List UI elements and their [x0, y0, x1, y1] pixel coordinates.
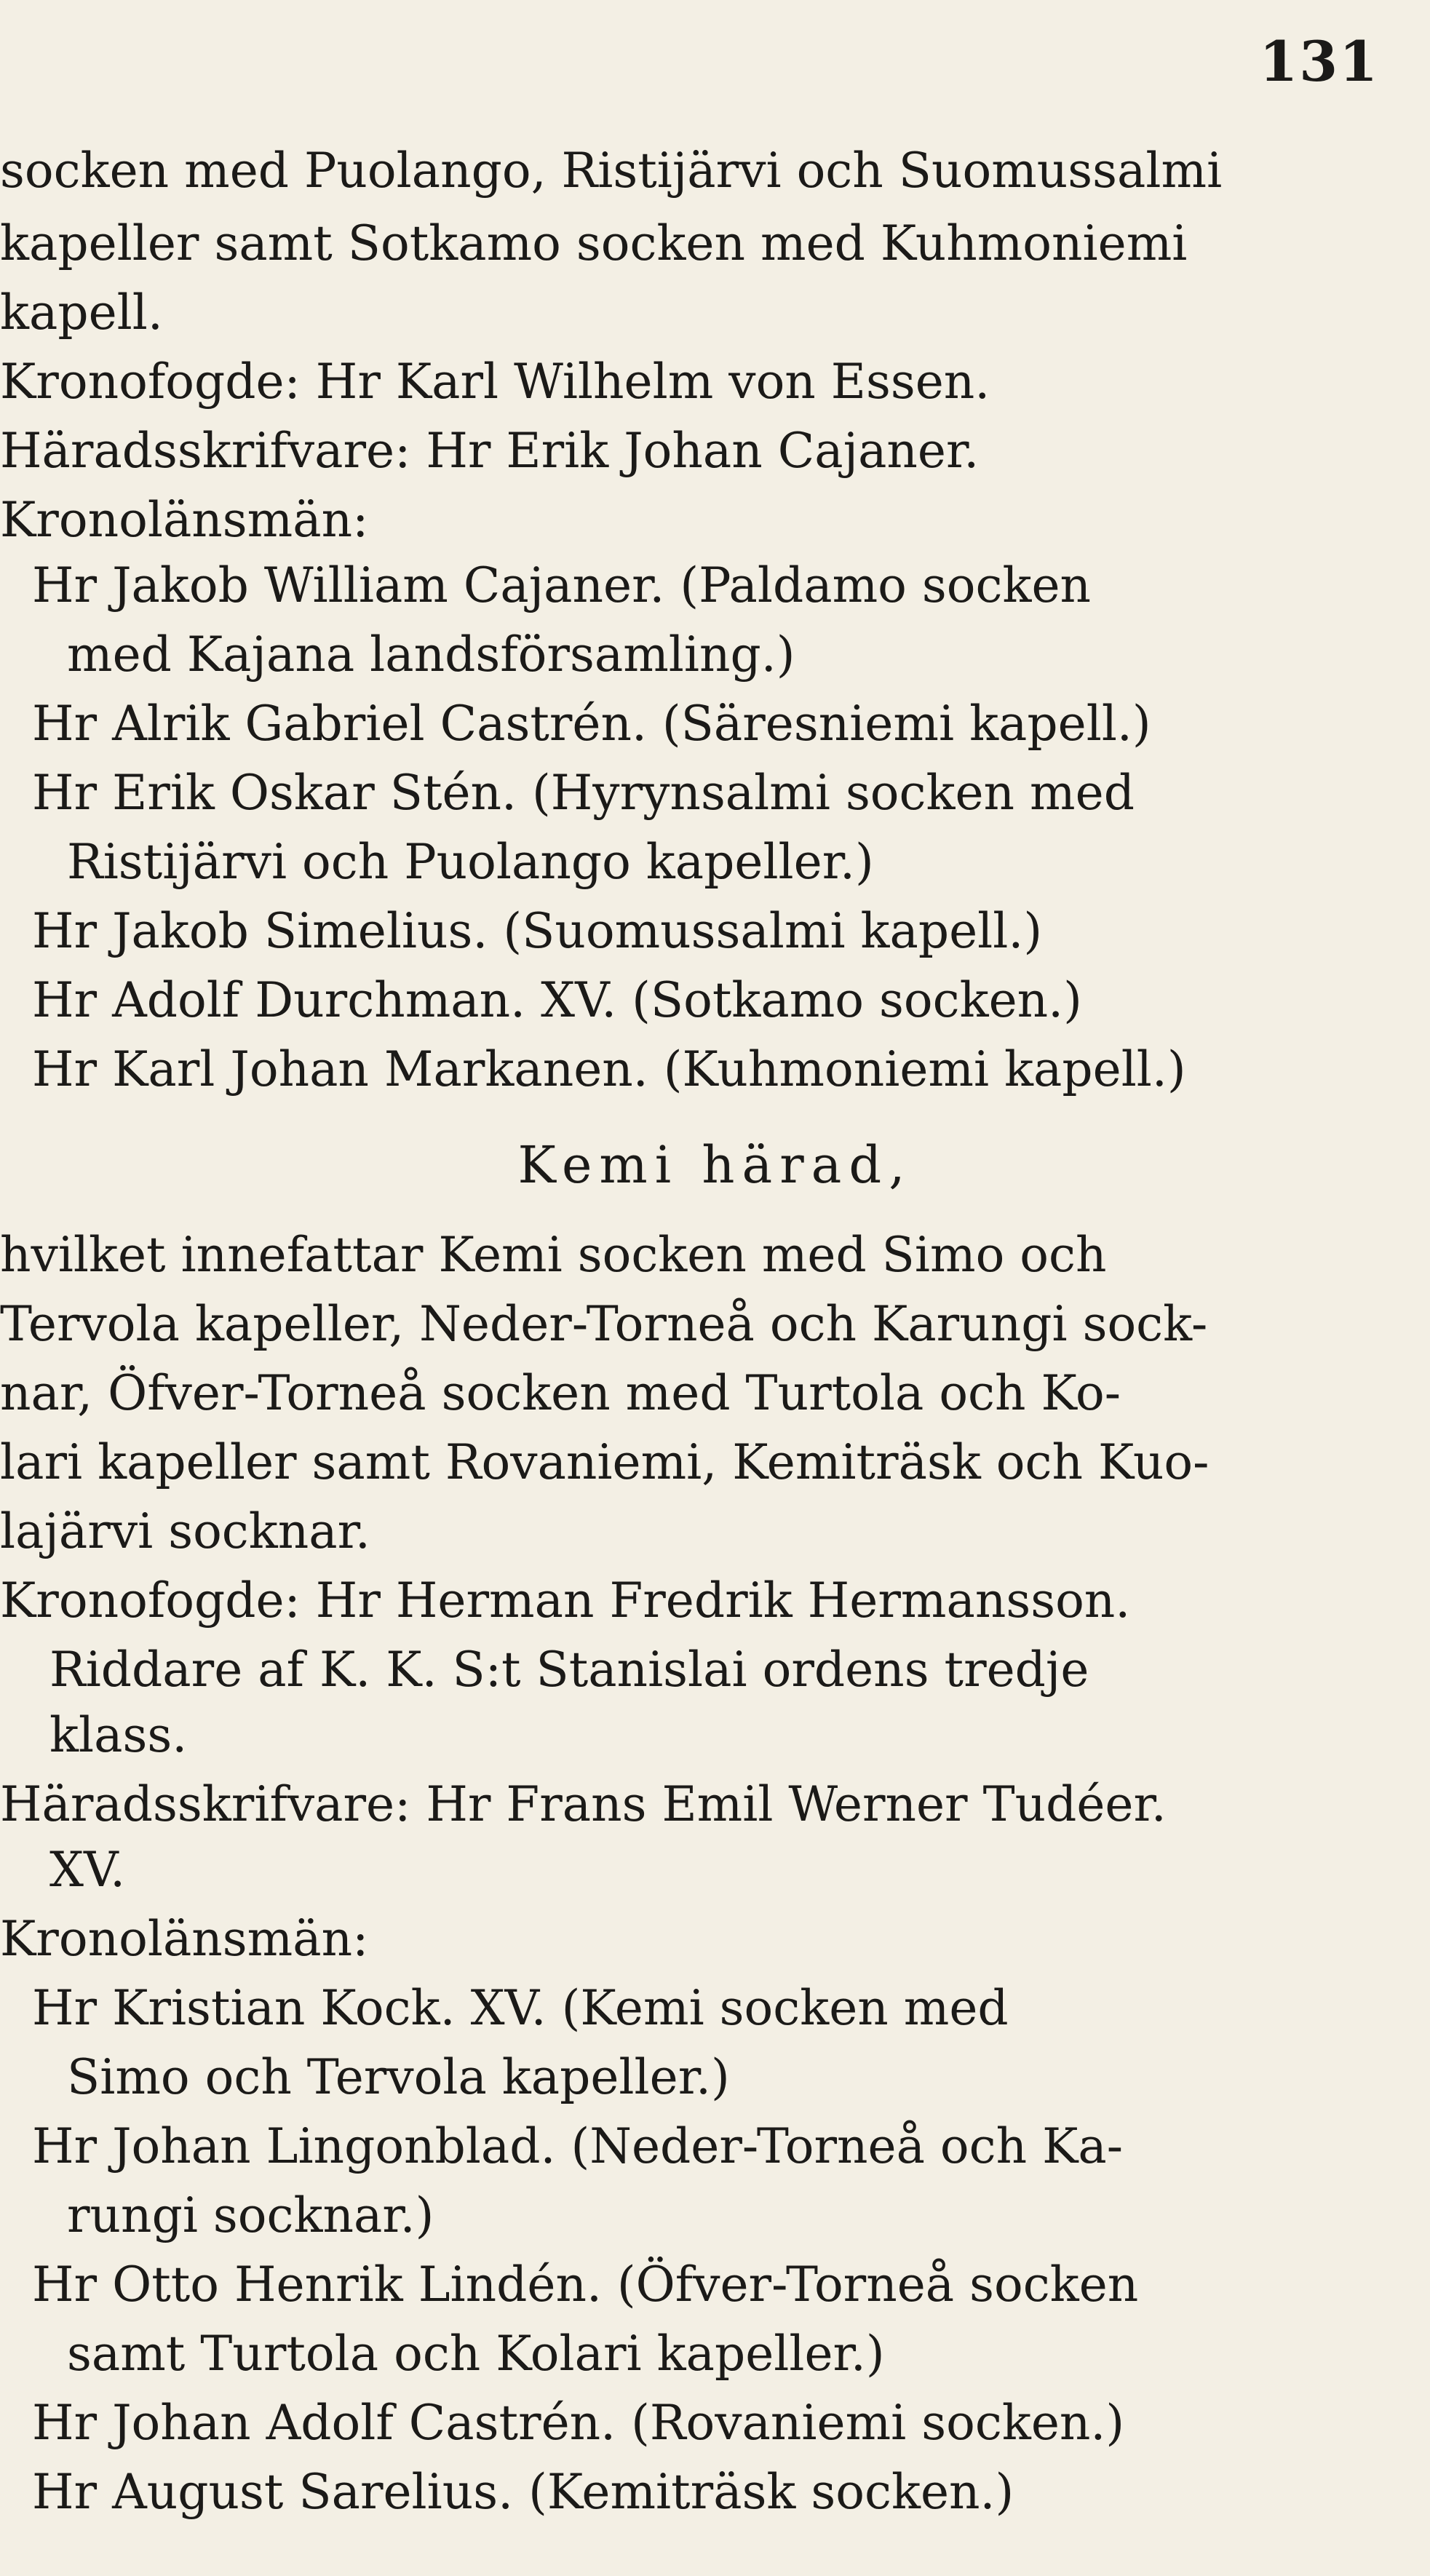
text-line: Hr Erik Oskar Stén. (Hyrynsalmi socken med — [32, 765, 1135, 821]
text-line: kapell. — [0, 285, 163, 341]
text-line: XV. — [49, 1842, 126, 1898]
text-line: Hr Karl Johan Markanen. (Kuhmoniemi kapell.) — [32, 1041, 1186, 1097]
text-line: Hr Alrik Gabriel Castrén. (Säresniemi kapell.) — [32, 696, 1151, 752]
text-line: Hr Jakob William Cajaner. (Paldamo socken — [32, 557, 1092, 613]
text-line: Hr August Sarelius. (Kemiträsk socken.) — [32, 2464, 1014, 2520]
section-heading: Kemi härad, — [517, 1135, 913, 1195]
text-line: klass. — [49, 1707, 188, 1763]
text-line: hvilket innefattar Kemi socken med Simo och — [0, 1227, 1107, 1283]
text-line: Ristijärvi och Puolango kapeller.) — [67, 834, 874, 890]
text-line: kapeller samt Sotkamo socken med Kuhmoniemi — [0, 215, 1188, 271]
text-line: lajärvi socknar. — [0, 1503, 370, 1559]
text-line: Hr Kristian Kock. XV. (Kemi socken med — [32, 1980, 1009, 2036]
text-line: Häradsskrifvare: Hr Erik Johan Cajaner. — [0, 423, 980, 479]
text-line: lari kapeller samt Rovaniemi, Kemiträsk och Kuo- — [0, 1434, 1209, 1490]
text-line: Hr Jakob Simelius. (Suomussalmi kapell.) — [32, 903, 1043, 959]
page-number: 131 — [1259, 29, 1379, 94]
text-line: Kronofogde: Hr Herman Fredrik Hermansson. — [0, 1573, 1131, 1629]
text-line: Riddare af K. K. S:t Stanislai ordens tredje — [49, 1642, 1089, 1698]
text-line: med Kajana landsförsamling.) — [67, 627, 795, 683]
text-line: Tervola kapeller, Neder-Torneå och Karungi sock- — [0, 1296, 1208, 1352]
text-line: Hr Otto Henrik Lindén. (Öfver-Torneå socken — [32, 2257, 1139, 2313]
text-line: socken med Puolango, Ristijärvi och Suomussalmi — [0, 143, 1223, 199]
text-line: Hr Johan Lingonblad. (Neder-Torneå och Ka- — [32, 2118, 1124, 2174]
text-line: Kronolänsmän: — [0, 1911, 369, 1967]
text-line: Hr Johan Adolf Castrén. (Rovaniemi socken.) — [32, 2395, 1125, 2451]
text-line: samt Turtola och Kolari kapeller.) — [67, 2326, 885, 2382]
text-line: Kronofogde: Hr Karl Wilhelm von Essen. — [0, 354, 990, 410]
text-line: nar, Öfver-Torneå socken med Turtola och Ko- — [0, 1365, 1121, 1421]
text-line: Häradsskrifvare: Hr Frans Emil Werner Tudéer. — [0, 1776, 1167, 1832]
text-line: Hr Adolf Durchman. XV. (Sotkamo socken.) — [32, 972, 1082, 1028]
text-line: Simo och Tervola kapeller.) — [67, 2049, 730, 2105]
text-line: Kronolänsmän: — [0, 492, 369, 548]
text-line: rungi socknar.) — [67, 2187, 434, 2243]
